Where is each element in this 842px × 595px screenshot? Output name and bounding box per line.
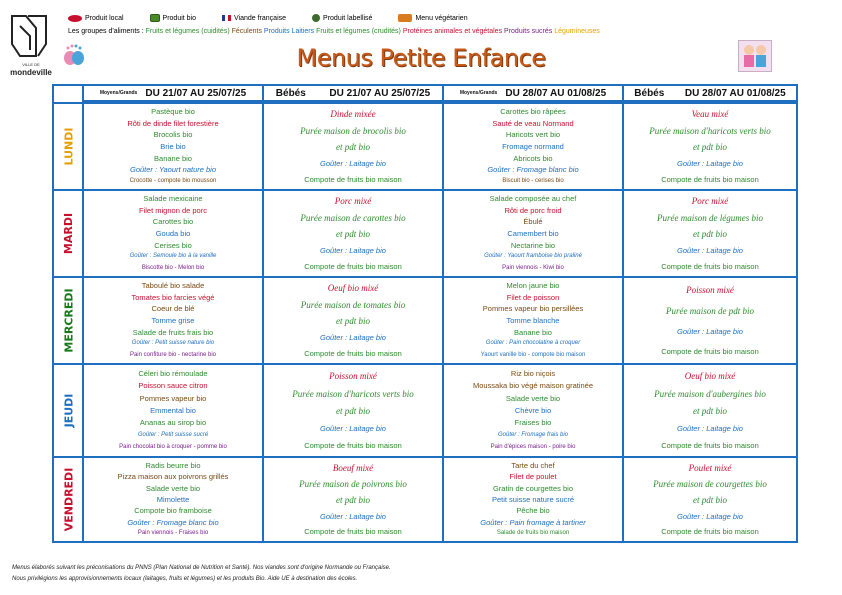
gouter-item: Pain confiture bio - nectarine bio — [129, 351, 217, 358]
menu-cell-mercredi-b1 — [264, 278, 442, 363]
menu-item: Purée maison de tomates bio — [300, 299, 406, 310]
legend-row — [68, 14, 468, 22]
menu-item: Filet mignon de porc — [139, 205, 207, 215]
menu-cell-mercredi-b2 — [624, 278, 796, 363]
gouter-item: Yaourt vanille bio - compote bio maison — [480, 351, 586, 358]
day-label-jeudi: JEUDI — [62, 393, 76, 428]
menu-item: Banane bio — [154, 153, 192, 163]
menu-item: Oeuf bio mixé — [327, 283, 379, 294]
menu-item: Compote de fruits bio maison — [304, 261, 402, 271]
day-label-vendredi: VENDREDI — [62, 467, 76, 532]
menu-item: Haricots vert bio — [505, 130, 561, 140]
menu-item: Compote de fruits bio maison — [304, 441, 402, 451]
menu-item: Salade verte bio — [145, 483, 201, 493]
french-flag-icon — [222, 15, 231, 21]
legend-viande: Viande française — [234, 14, 287, 22]
gouter-item: Goûter : Petit suisse nature bio — [131, 340, 215, 347]
menu-item: Purée maison de pdt bio — [666, 306, 754, 317]
menu-item: Oeuf bio mixé — [684, 370, 736, 381]
menu-item: Veau mixé — [691, 109, 729, 120]
menu-item: Emmental bio — [150, 405, 196, 415]
menu-item: Dinde mixée — [330, 109, 376, 120]
menu-item: Porc mixé — [334, 196, 372, 207]
header — [0, 0, 842, 80]
menu-item: Salade de fruits frais bio — [132, 327, 214, 337]
menu-item: Nectarine bio — [510, 240, 556, 250]
logo-text: VILLE DE mondeville — [10, 62, 52, 77]
group-sweets: Produits sucrés — [504, 28, 553, 35]
menu-item: Compote de fruits bio maison — [661, 174, 759, 184]
column-header-bebe-week1: Bébés DU 21/07 AU 25/07/25 — [264, 86, 442, 102]
menu-item: Purée maison d'haricots verts bio — [292, 388, 414, 399]
menu-item: Brie bio — [160, 141, 186, 151]
gouter-item: Goûter : Yaourt framboise bio praliné — [484, 253, 582, 260]
menu-cell-lundi-mg2 — [444, 104, 622, 189]
menu-item: Pommes vapeur bio persillées — [482, 304, 584, 314]
menu-item: et pdt bio — [693, 229, 727, 240]
day-label-lundi: LUNDI — [62, 127, 76, 166]
menu-cell-mardi-b2 — [624, 191, 796, 276]
column-header-mg-week1: Moyens/Grands DU 21/07 AU 25/07/25 — [84, 86, 262, 102]
menu-item: et pdt bio — [336, 142, 370, 153]
menu-item: Poisson mixé — [329, 370, 377, 381]
legend-local: Produit local — [85, 14, 124, 22]
gouter-item: Biscuit bio - cerises bio — [502, 177, 564, 184]
group-raw-veg: Fruits et légumes (crudités) — [316, 28, 401, 35]
menu-item: Filet de poulet — [509, 472, 557, 482]
menu-cell-mardi-b1 — [264, 191, 442, 276]
menu-item: Purée maison de courgettes bio — [653, 479, 767, 490]
gouter-item: Goûter : Laitage bio — [320, 333, 386, 343]
group-cooked-veg: Fruits et légumes (cuidités) — [145, 28, 230, 35]
menu-item: Chèvre bio — [514, 405, 552, 415]
gouter-item: Pain viennois - Fraises bio — [137, 529, 209, 536]
gouter-item: Goûter : Pain fromage à tartiner — [480, 517, 586, 527]
menu-item: Boeuf mixé — [332, 463, 374, 474]
menu-item: Céleri bio rémoulade — [138, 368, 208, 378]
menu-item: Salade mexicaine — [143, 194, 203, 204]
menu-cell-lundi-b1 — [264, 104, 442, 189]
bio-product-icon — [150, 14, 160, 22]
menu-item: Brocolis bio — [153, 130, 193, 140]
menu-item: Purée maison de poivrons bio — [299, 479, 407, 490]
menu-item: Tomme grise — [151, 315, 195, 325]
menu-item: Abricots bio — [513, 153, 553, 163]
gouter-item: Goûter : Pain chocolatine à croquer — [485, 340, 581, 347]
groups-label: Les groupes d'aliments : — [68, 28, 144, 35]
menu-item: Cerises bio — [154, 240, 192, 250]
menu-item: Poisson sauce citron — [138, 381, 208, 391]
menu-item: Radis beurre bio — [145, 461, 201, 471]
menu-cell-mardi-mg1 — [84, 191, 262, 276]
footer-notes — [12, 563, 391, 585]
page-title: Menus Petite Enfance — [296, 44, 546, 72]
menu-cell-jeudi-mg1 — [84, 365, 262, 456]
menu-item: Compote de fruits bio maison — [661, 441, 759, 451]
menu-item: Petit suisse nature sucré — [491, 494, 575, 504]
gouter-item: Goûter : Laitage bio — [677, 424, 743, 434]
menu-cell-jeudi-b2 — [624, 365, 796, 456]
menu-cell-vendredi-b1 — [264, 458, 442, 541]
menu-cell-lundi-mg1 — [84, 104, 262, 189]
menu-item: Rôti de dinde filet forestière — [127, 118, 219, 128]
gouter-item: Goûter : Laitage bio — [677, 326, 743, 336]
gouter-item: Goûter : Semoule bio à la vanille — [129, 253, 217, 260]
menu-cell-vendredi-mg2 — [444, 458, 622, 541]
menu-item: et pdt bio — [336, 316, 370, 327]
legend-bio: Produit bio — [162, 14, 196, 22]
gouter-item: Crocotte - compote bio mousson — [129, 177, 217, 184]
gouter-item: Biscotte bio - Melon bio — [141, 264, 205, 271]
menu-item: Purée maison de légumes bio — [657, 212, 763, 223]
menu-item: Rôti de porc froid — [504, 205, 562, 215]
menu-item: Tomates bio farcies végé — [131, 292, 215, 302]
column-header-bebe-week2: Bébés DU 28/07 AU 01/08/25 — [624, 86, 796, 102]
gouter-item: Goûter : Fromage blanc bio — [487, 165, 579, 175]
menu-item: Riz bio niçois — [510, 368, 556, 378]
menu-item: Compote de fruits bio maison — [304, 174, 402, 184]
gouter-item: Goûter : Laitage bio — [320, 246, 386, 256]
gouter-item: Pain d'épices maison - poire bio — [490, 444, 576, 451]
menu-item: Moussaka bio végé maison gratinée — [472, 381, 594, 391]
menu-item: Carottes bio — [152, 217, 194, 227]
footer-line: Nous privilégions les approvisionnements locaux (laitages, fruits et légumes) et les produits Bio. Aide UE à destination des écoles. — [12, 576, 358, 582]
menu-item: Purée maison de brocolis bio — [300, 125, 406, 136]
menu-item: Compote de fruits bio maison — [304, 526, 402, 536]
menu-item: Salade verte bio — [505, 393, 561, 403]
menu-item: et pdt bio — [336, 229, 370, 240]
label-product-icon — [312, 14, 320, 22]
menu-item: Pommes vapeur bio — [139, 393, 207, 403]
menu-item: et pdt bio — [693, 406, 727, 417]
gouter-item: Pain viennois - Kiwi bio — [502, 264, 564, 271]
gouter-item: Goûter : Laitage bio — [677, 511, 743, 521]
menu-item: Purée maison de carottes bio — [300, 212, 406, 223]
menu-item: Compote de fruits bio maison — [661, 346, 759, 356]
group-starches: Féculents — [231, 28, 262, 35]
menu-item: et pdt bio — [336, 495, 370, 506]
menu-item: et pdt bio — [693, 142, 727, 153]
menu-item: Melon jaune bio — [506, 281, 560, 291]
menu-item: Taboulé bio salade — [141, 281, 205, 291]
gouter-item: Goûter : Fromage blanc bio — [127, 517, 219, 527]
menu-item: Fraises bio — [514, 418, 552, 428]
menu-cell-jeudi-mg2 — [444, 365, 622, 456]
legend-labellise: Produit labellisé — [323, 14, 373, 22]
gouter-item: Goûter : Laitage bio — [320, 159, 386, 169]
group-dairy: Produits Laitiers — [263, 28, 315, 35]
menu-item: Fromage normand — [502, 141, 564, 151]
menu-item: Purée maison d'aubergines bio — [654, 388, 766, 399]
menu-cell-vendredi-b2 — [624, 458, 796, 541]
menu-item: Poisson mixé — [686, 285, 734, 296]
menu-item: Camembert bio — [507, 228, 559, 238]
gouter-item: Goûter : Yaourt nature bio — [129, 165, 217, 175]
menu-cell-mardi-mg2 — [444, 191, 622, 276]
day-label-mercredi: MERCREDI — [62, 288, 76, 353]
menu-item: Ananas au sirop bio — [139, 418, 207, 428]
menu-item: Compote de fruits bio maison — [661, 261, 759, 271]
menu-item: Purée maison d'haricots verts bio — [649, 125, 771, 136]
group-legumes: Légumineuses — [554, 28, 600, 35]
menu-item: Tomme blanche — [506, 315, 560, 325]
menu-cell-vendredi-mg1 — [84, 458, 262, 541]
menu-item: Compote de fruits bio maison — [661, 526, 759, 536]
menu-item: Pêche bio — [516, 506, 550, 516]
food-groups-legend — [68, 28, 600, 35]
menu-item: Filet de poisson — [506, 292, 560, 302]
footer-line: Menus élaborés suivant les préconisations du PNNS (Plan National de Nutrition et Santé). Nos viandes sont d'origine Normande ou Française. — [12, 565, 391, 571]
menu-item: Ébulé — [523, 217, 543, 227]
menu-item: Carottes bio râpées — [500, 107, 566, 117]
legend-vege: Menu végétarien — [415, 14, 468, 22]
menu-cell-lundi-b2 — [624, 104, 796, 189]
menu-cell-jeudi-b1 — [264, 365, 442, 456]
kids-illustration — [738, 40, 772, 72]
vegetarian-menu-icon — [398, 14, 412, 22]
menu-item: Compote de fruits bio maison — [304, 348, 402, 358]
gouter-item: Goûter : Fromage frais bio — [497, 431, 569, 438]
menu-item: Pastèque bio — [151, 107, 195, 117]
menu-item: Sauté de veau Normand — [492, 118, 574, 128]
gouter-item: Goûter : Petit suisse sucré — [137, 431, 209, 438]
menu-item: Tarte du chef — [511, 461, 555, 471]
menu-item: et pdt bio — [693, 495, 727, 506]
menu-item: Gratin de courgettes bio — [492, 483, 574, 493]
menu-item: et pdt bio — [336, 406, 370, 417]
gouter-item: Goûter : Laitage bio — [320, 424, 386, 434]
menu-cell-mercredi-mg2 — [444, 278, 622, 363]
local-product-icon — [68, 15, 82, 22]
menu-grid — [52, 84, 798, 543]
menu-item: Coeur de blé — [151, 304, 195, 314]
menu-item: Banane bio — [514, 327, 552, 337]
menu-item: Pizza maison aux poivrons grillés — [117, 472, 229, 482]
menu-item: Poulet mixé — [688, 463, 732, 474]
menu-cell-mercredi-mg1 — [84, 278, 262, 363]
gouter-item: Goûter : Laitage bio — [677, 246, 743, 256]
day-label-mardi: MARDI — [62, 212, 76, 255]
menu-item: Porc mixé — [691, 196, 729, 207]
gouter-item: Goûter : Laitage bio — [677, 159, 743, 169]
menu-item: Mimolette — [156, 494, 190, 504]
menu-item: Salade composée au chef — [489, 194, 577, 204]
group-proteins: Protéines animales et végétales — [402, 28, 503, 35]
menu-item: Gouda bio — [155, 228, 191, 238]
gouter-item: Pain chocolat bio à croquer - pomme bio — [119, 444, 227, 451]
gouter-item: Goûter : Laitage bio — [320, 511, 386, 521]
menu-item: Compote bio framboise — [134, 506, 212, 516]
gouter-item: Salade de fruits bio maison — [496, 529, 570, 536]
column-header-mg-week2: Moyens/Grands DU 28/07 AU 01/08/25 — [444, 86, 622, 102]
